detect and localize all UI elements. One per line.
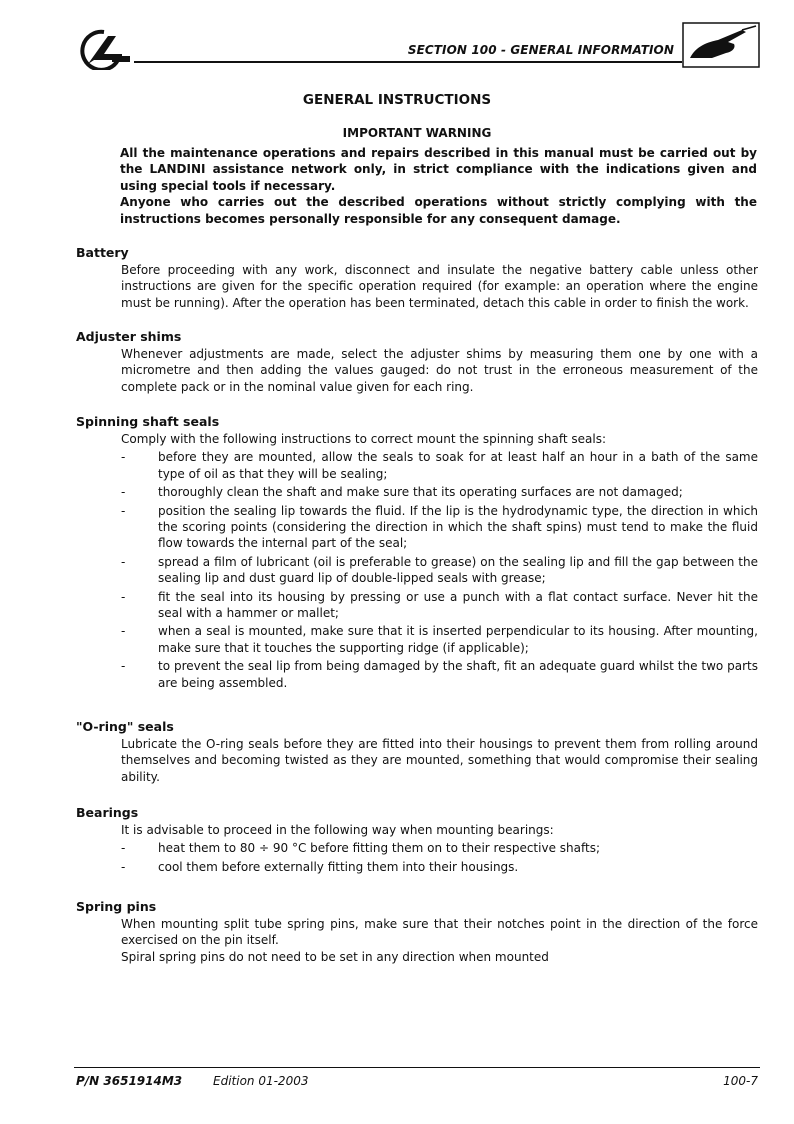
list-item: - position the sealing lip towards the fluid. If the lip is the hydrodynamic type, the direction in which the scoring points (considering the direction in which the shaft spins) must tend to make the fluid flow towards the internal part of the seal; xyxy=(121,503,758,551)
page-number: 100-7 xyxy=(723,1074,758,1088)
section-title: SECTION 100 - GENERAL INFORMATION xyxy=(407,43,674,57)
list-item: - before they are mounted, allow the seals to soak for at least half an hour in a bath of the same type of oil as that they will be sealing; xyxy=(121,450,758,481)
pointing-hand-icon xyxy=(682,22,760,68)
page-header xyxy=(74,22,760,74)
header-rule xyxy=(134,61,682,63)
bearings-section xyxy=(76,804,758,877)
part-number: P/N 3651914M3 xyxy=(76,1074,183,1088)
section-heading: Battery xyxy=(76,245,129,260)
warning-paragraph: Anyone who carries out the described operations without strictly complying with the instructions becomes personally responsible for any consequent damage. xyxy=(120,195,757,226)
list-item: - fit the seal into its housing by pressing or use a punch with a flat contact surface. Never hit the seal with a hammer or mallet; xyxy=(121,589,758,621)
adjuster-shims-section xyxy=(76,328,758,395)
section-heading: Spring pins xyxy=(76,899,157,914)
spring-pins-section xyxy=(76,898,758,965)
o-ring-section xyxy=(76,718,758,785)
section-text: Whenever adjustments are made, select the adjuster shims by measuring them one by one with a micrometre and then adding the values gauged: do not trust in the erroneous measurement of the complete pack or in the nominal value given for each ring. xyxy=(121,347,758,394)
section-heading: "O-ring" seals xyxy=(76,719,174,734)
section-text: Spiral spring pins do not need to be set in any direction when mounted xyxy=(121,949,549,964)
shaft-seals-section xyxy=(76,413,758,693)
list-item: - thoroughly clean the shaft and make sure that its operating surfaces are not damaged; xyxy=(121,485,683,500)
landini-logo-icon xyxy=(74,28,132,70)
list-item: - when a seal is mounted, make sure that it is inserted perpendicular to its housing. After mounting, make sure that it touches the supporting ridge (if applicable); xyxy=(121,624,758,655)
seals-list xyxy=(121,449,758,691)
list-item: - spread a film of lubricant (oil is preferable to grease) on the sealing lip and fill the gap between the sealing lip and dust guard lip of double-lipped seals with grease; xyxy=(121,554,758,586)
footer-rule xyxy=(74,1067,760,1068)
section-intro: Comply with the following instructions to correct mount the spinning shaft seals: xyxy=(121,432,607,446)
section-heading: Bearings xyxy=(76,805,139,820)
section-heading: Adjuster shims xyxy=(76,329,182,344)
battery-section xyxy=(76,244,758,311)
section-heading: Spinning shaft seals xyxy=(76,414,220,429)
list-item: - heat them to 80 ÷ 90 °C before fitting them on to their respective shafts; xyxy=(121,841,600,856)
section-text: When mounting split tube spring pins, make sure that their notches point in the direction of the force exercised on the pin itself. xyxy=(121,917,758,948)
section-text: Before proceeding with any work, disconnect and insulate the negative battery cable unless other instructions are given for the specific operation required (for example: an operation where the engine must be running). After the operation has been terminated, detach this cable in order to finish the work. xyxy=(121,263,758,310)
list-item: - to prevent the seal lip from being damaged by the shaft, fit an adequate guard whilst the two parts are being assembled. xyxy=(121,659,758,690)
warning-text xyxy=(120,145,757,227)
bearings-list xyxy=(121,840,758,875)
section-intro: It is advisable to proceed in the following way when mounting bearings: xyxy=(121,823,554,837)
warning-paragraph: All the maintenance operations and repairs described in this manual must be carried out by the LANDINI assistance network only, in strict compliance with the indications given and using special tools if necessary. xyxy=(120,146,757,193)
list-item: - cool them before externally fitting them into their housings. xyxy=(121,859,519,874)
section-text: Lubricate the O-ring seals before they are fitted into their housings to prevent them from rolling around themselves and becoming twisted as they are mounted, something that would compromise their sealing ability. xyxy=(121,737,758,784)
warning-heading: IMPORTANT WARNING xyxy=(342,126,492,140)
edition: Edition 01-2003 xyxy=(213,1074,309,1088)
page-title: GENERAL INSTRUCTIONS xyxy=(302,92,492,108)
